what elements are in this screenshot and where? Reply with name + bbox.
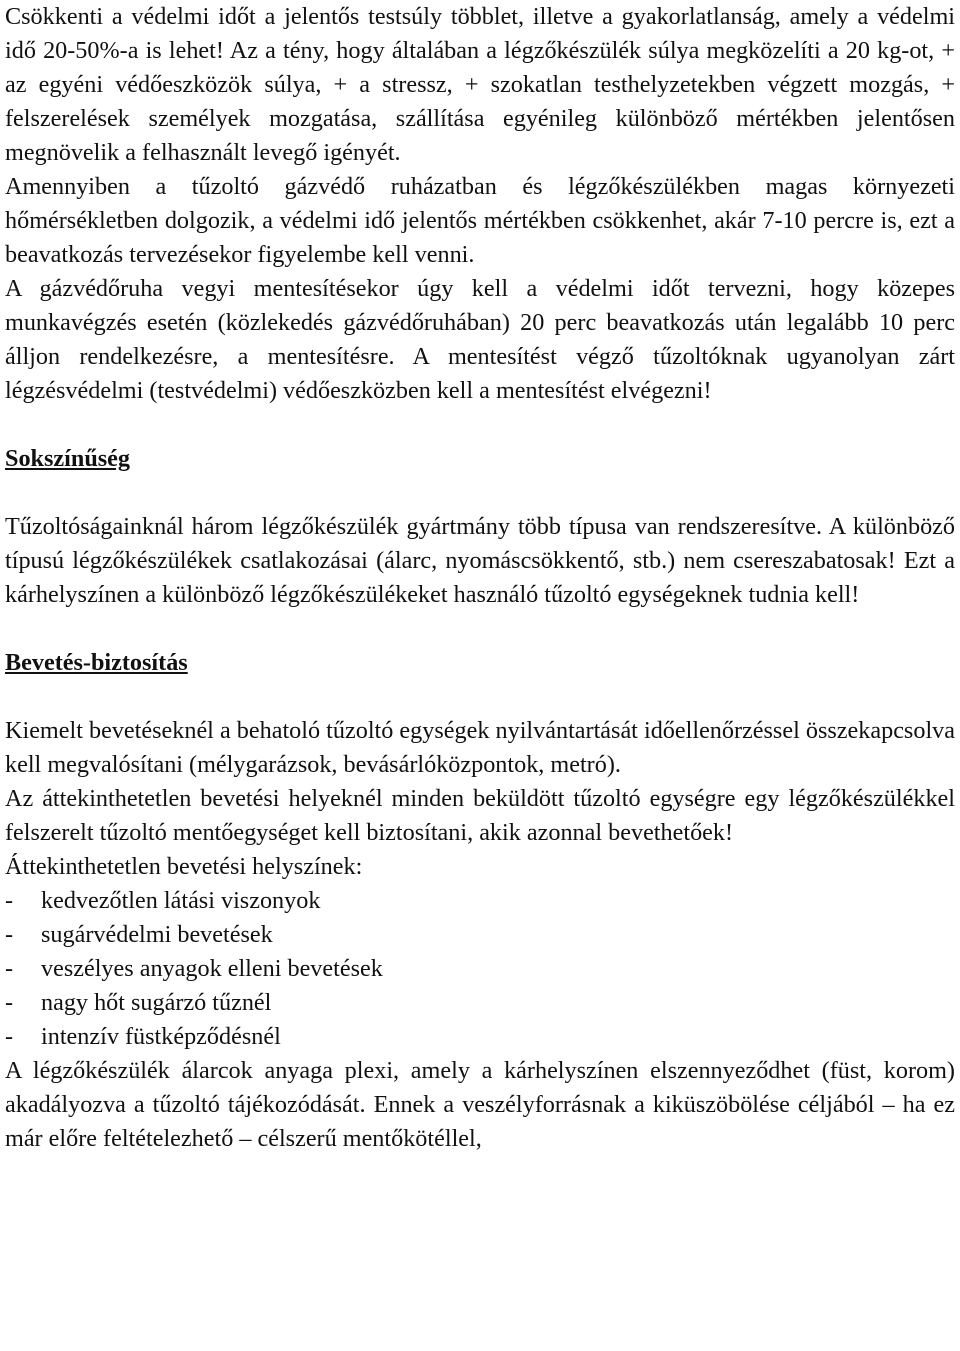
paragraph-mask-material: A légzőkészülék álarcok anyaga plexi, amely a kárhelyszínen elszennyeződhet (füst, korom) akadályozva a tűzoltó tájékozódását. Ennek a veszélyforrásnak a kiküszöbölése céljából – ha ez már előre feltételezhető – célszerű mentőkötéllel, [5, 1057, 955, 1152]
list-item-text: veszélyes anyagok elleni bevetések [41, 955, 383, 982]
list-item [5, 918, 955, 952]
paragraph-high-temperature: Amennyiben a tűzoltó gázvédő ruházatban és légzőkészülékben magas környezeti hőmérsékletben dolgozik, a védelmi idő jelentős mértékben csökkenhet, akár 7-10 percre is, ezt a beavatkozás tervezésekor figyelembe kell venni. [5, 173, 955, 268]
hazard-list [5, 884, 955, 1054]
list-item-text: kedvezőtlen látási viszonyok [41, 887, 321, 914]
paragraph-rescue-unit: Az áttekinthetetlen bevetési helyeknél minden beküldött tűzoltó egységre egy légzőkészülékkel felszerelt tűzoltó mentőegységet kell biztosítani, akik azonnal bevethetőek! [5, 785, 955, 846]
list-dash: - [5, 887, 14, 914]
list-dash: - [5, 989, 14, 1016]
spacer [5, 680, 955, 714]
list-item-text: nagy hőt sugárzó tűznél [41, 989, 272, 1016]
heading-diversity: Sokszínűség [5, 445, 131, 472]
list-item [5, 986, 955, 1020]
paragraph-protection-time: Csökkenti a védelmi időt a jelentős testsúly többlet, illetve a gyakorlatlanság, amely a védelmi idő 20-50%-a is lehet! Az a tény, hogy általában a légzőkészülék súlya megközelíti a 20 kg-ot, + az egyéni védőeszközök súlya, + a stressz, + szokatlan testhelyzetekben végzett mozgás, + felszerelések személyek mozgatása, szállítása egyénileg különböző mértékben jelentősen megnövelik a felhasznált levegő igényét. [5, 3, 955, 166]
list-item [5, 884, 955, 918]
list-dash: - [5, 921, 14, 948]
paragraph-priority-deployments: Kiemelt bevetéseknél a behatoló tűzoltó egységek nyilvántartását időellenőrzéssel összekapcsolva kell megvalósítani (mélygarázsok, bevásárlóközpontok, metró). [5, 717, 955, 778]
list-intro: Áttekinthetetlen bevetési helyszínek: [5, 853, 363, 880]
heading-deployment-safety: Bevetés-biztosítás [5, 649, 188, 676]
document-page [5, 0, 955, 1156]
list-item-text: sugárvédelmi bevetések [41, 921, 273, 948]
paragraph-decontamination: A gázvédőruha vegyi mentesítésekor úgy kell a védelmi időt tervezni, hogy közepes munkavégzés esetén (közlekedés gázvédőruhában) 20 perc beavatkozás után legalább 10 perc álljon rendelkezésre, a mentesítésre. A mentesítést végző tűzoltóknak ugyanolyan zárt légzésvédelmi (testvédelmi) védőeszközben kell a mentesítést elvégezni! [5, 275, 955, 404]
paragraph-diversity: Tűzoltóságainknál három légzőkészülék gyártmány több típusa van rendszeresítve. A különböző típusú légzőkészülékek csatlakozásai (álarc, nyomáscsökkentő, stb.) nem csereszabatosak! Ezt a kárhelyszínen a különböző légzőkészülékeket használó tűzoltó egységeknek tudnia kell! [5, 513, 955, 608]
list-item [5, 1020, 955, 1054]
spacer [5, 476, 955, 510]
list-dash: - [5, 955, 14, 982]
spacer [5, 408, 955, 442]
list-item [5, 952, 955, 986]
list-dash: - [5, 1023, 14, 1050]
spacer [5, 612, 955, 646]
list-item-text: intenzív füstképződésnél [41, 1023, 281, 1050]
